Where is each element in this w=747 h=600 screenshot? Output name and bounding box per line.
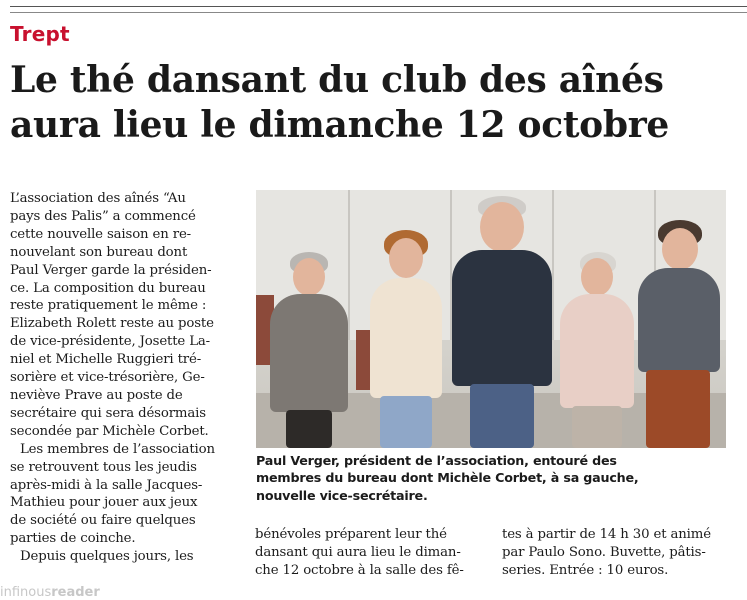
person-torso <box>452 250 552 386</box>
body-line: Depuis quelques jours, les <box>20 549 194 565</box>
body-line: reste pratiquement le même : <box>10 298 207 314</box>
body-line: Les membres de l’association <box>20 441 215 457</box>
caption-line: membres du bureau dont Michèle Corbet, à sa gauche, <box>256 470 639 486</box>
body-line: de société ou faire quelques <box>10 513 196 529</box>
photo-caption <box>256 452 734 504</box>
body-line: nouvelant son bureau dont <box>10 244 188 260</box>
article-body-right-column <box>502 526 737 580</box>
body-line: parties de coinche. <box>10 531 136 547</box>
body-line: Paul Verger garde la présiden- <box>10 262 212 278</box>
person-head <box>662 228 698 270</box>
top-rule-secondary <box>10 12 747 13</box>
person-legs <box>646 370 710 448</box>
person-legs <box>380 396 432 448</box>
article-body-middle-column <box>255 526 487 580</box>
body-line: Mathieu pour jouer aux jeux <box>10 495 198 511</box>
caption-line: Paul Verger, président de l’association, entouré des <box>256 453 617 468</box>
person-head <box>581 258 613 296</box>
person-legs <box>470 384 534 448</box>
body-line: dansant qui aura lieu le diman- <box>255 544 461 560</box>
body-line: niel et Michelle Ruggieri tré- <box>10 352 202 368</box>
body-line: cette nouvelle saison en re- <box>10 226 192 242</box>
body-line: sorière et vice-trésorière, Ge- <box>10 370 205 386</box>
person-head <box>293 258 325 296</box>
body-line: series. Entrée : 10 euros. <box>502 562 669 578</box>
article-headline <box>10 58 740 148</box>
section-kicker: Trept <box>10 22 70 46</box>
person-torso <box>370 278 442 398</box>
group-photo <box>256 190 726 448</box>
body-line: L’association des aînés “Au <box>10 191 186 206</box>
body-line: se retrouvent tous les jeudis <box>10 459 197 475</box>
article-body-left-column <box>10 190 242 566</box>
person-head <box>480 202 524 252</box>
body-line: ce. La composition du bureau <box>10 280 206 296</box>
watermark-prefix: infinous <box>0 585 52 600</box>
person <box>448 196 556 448</box>
watermark <box>0 585 100 600</box>
body-line: de vice-présidente, Josette La- <box>10 334 211 350</box>
person <box>364 228 448 448</box>
body-line: che 12 octobre à la salle des fê- <box>255 562 464 578</box>
person-head <box>389 238 423 278</box>
body-line: après-midi à la salle Jacques- <box>10 477 203 493</box>
headline-line-2: aura lieu le dimanche 12 octobre <box>10 104 670 146</box>
headline-line-1: Le thé dansant du club des aînés <box>10 59 664 101</box>
body-line: tes à partir de 14 h 30 et animé <box>502 527 711 542</box>
person-torso <box>560 294 634 408</box>
person-torso <box>638 268 720 372</box>
person <box>556 252 638 448</box>
body-line: neviève Prave au poste de <box>10 387 183 403</box>
watermark-brand: reader <box>51 585 100 600</box>
body-line: Elizabeth Rolett reste au poste <box>10 316 214 332</box>
person-legs <box>286 410 332 448</box>
top-rule <box>10 6 747 7</box>
body-line: secrétaire qui sera désormais <box>10 405 206 421</box>
person <box>264 250 354 448</box>
person <box>634 220 724 448</box>
caption-line: nouvelle vice-secrétaire. <box>256 487 428 503</box>
body-line: bénévoles préparent leur thé <box>255 527 447 542</box>
person-legs <box>572 406 622 448</box>
person-torso <box>270 294 348 412</box>
body-line: pays des Palis” a commencé <box>10 208 196 224</box>
body-line: secondée par Michèle Corbet. <box>10 423 209 439</box>
body-line: par Paulo Sono. Buvette, pâtis- <box>502 544 706 560</box>
